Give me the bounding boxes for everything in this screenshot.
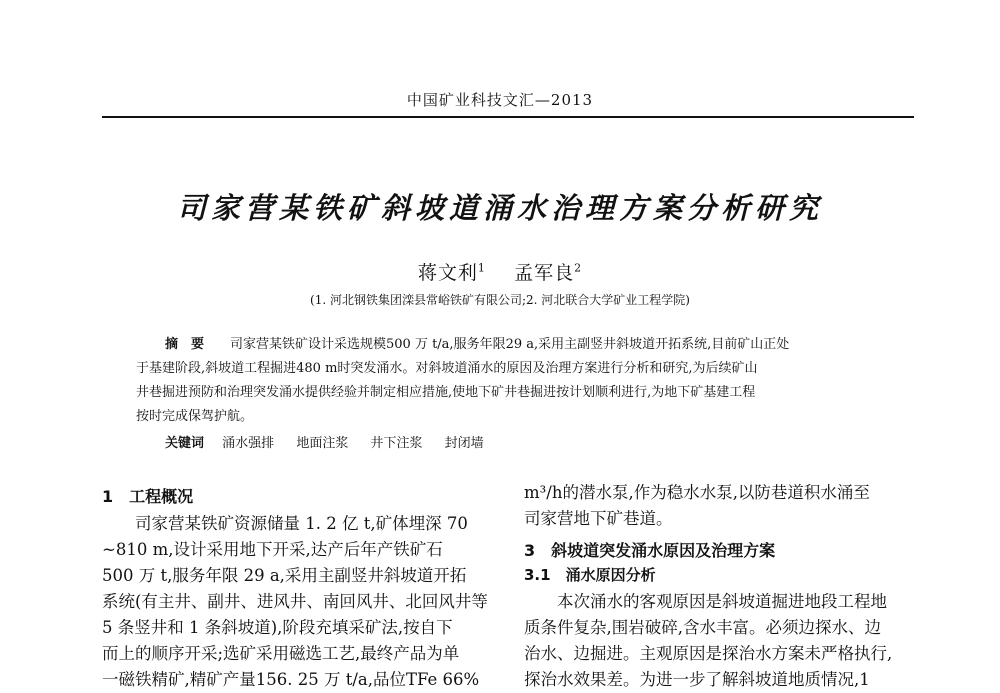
abstract-label: 摘 要 (165, 337, 205, 352)
author-line (0, 258, 1000, 285)
section-heading-1: 1 工程概况 (102, 487, 194, 506)
author-name: 孟军良 (514, 262, 575, 284)
header-rule (102, 116, 914, 118)
keyword: 井下注浆 (370, 436, 423, 451)
keyword: 涌水强排 (222, 436, 275, 451)
body-line: 质条件复杂,围岩破碎,含水丰富。必须边探水、边 (524, 618, 881, 637)
abstract-line: 井巷掘进预防和治理突发涌水提供经验并制定相应措施,使地下矿井巷掘进按计划顺利进行,为地下矿基建工程 (136, 385, 756, 400)
author-affiliation-mark: 1 (477, 261, 486, 275)
body-line: 5 条竖井和 1 条斜坡道),阶段充填采矿法,按自下 (102, 618, 453, 637)
author-affiliation-mark: 2 (574, 261, 583, 275)
running-head: 中国矿业科技文汇—2013 (406, 91, 594, 109)
keywords (165, 432, 502, 451)
body-line: 一磁铁精矿,精矿产量156. 25 万 t/a,品位TFe 66% (102, 670, 480, 689)
body-line: 系统(有主井、副井、进风井、南回风井、北回风井等 (102, 592, 488, 611)
section-heading-3: 3 斜坡道突发涌水原因及治理方案 (524, 541, 776, 560)
keyword: 地面注浆 (296, 436, 349, 451)
affiliations: (1. 河北钢铁集团滦县常峪铁矿有限公司;2. 河北联合大学矿业工程学院) (310, 293, 690, 307)
body-line: 探治水效果差。为进一步了解斜坡道地质情况,1 (524, 670, 870, 689)
body-line: 司家营地下矿巷道。 (524, 509, 673, 528)
subsection-heading-3-1: 3.1 涌水原因分析 (524, 566, 656, 584)
abstract-line: 司家营某铁矿设计采选规模500 万 t/a,服务年限29 a,采用主副竖井斜坡道开拓系统,目前矿山正处 (230, 337, 790, 352)
author-name: 蒋文利 (417, 262, 478, 284)
keyword: 封闭墙 (444, 436, 484, 451)
body-line: 而上的顺序开采;选矿采用磁选工艺,最终产品为单 (102, 644, 460, 663)
body-line: 治水、边掘进。主观原因是探治水方案未严格执行, (524, 644, 893, 663)
paper-title: 司家营某铁矿斜坡道涌水治理方案分析研究 (176, 191, 823, 225)
body-line: 500 万 t,服务年限 29 a,采用主副竖井斜坡道开拓 (102, 566, 467, 585)
abstract-line: 按时完成保驾护航。 (136, 409, 254, 424)
body-line: m³/h的潜水泵,作为稳水水泵,以防巷道积水涌至 (524, 483, 870, 502)
keywords-label: 关键词 (165, 436, 205, 451)
body-line: 本次涌水的客观原因是斜坡道掘进地段工程地 (524, 592, 887, 611)
abstract-line: 于基建阶段,斜坡道工程掘进480 m时突发涌水。对斜坡道涌水的原因及治理方案进行分析和研究,为后续矿山 (136, 361, 758, 376)
body-line: 司家营某铁矿资源储量 1. 2 亿 t,矿体埋深 70 (102, 514, 468, 533)
body-line: ~810 m,设计采用地下开采,达产后年产铁矿石 (102, 540, 443, 559)
